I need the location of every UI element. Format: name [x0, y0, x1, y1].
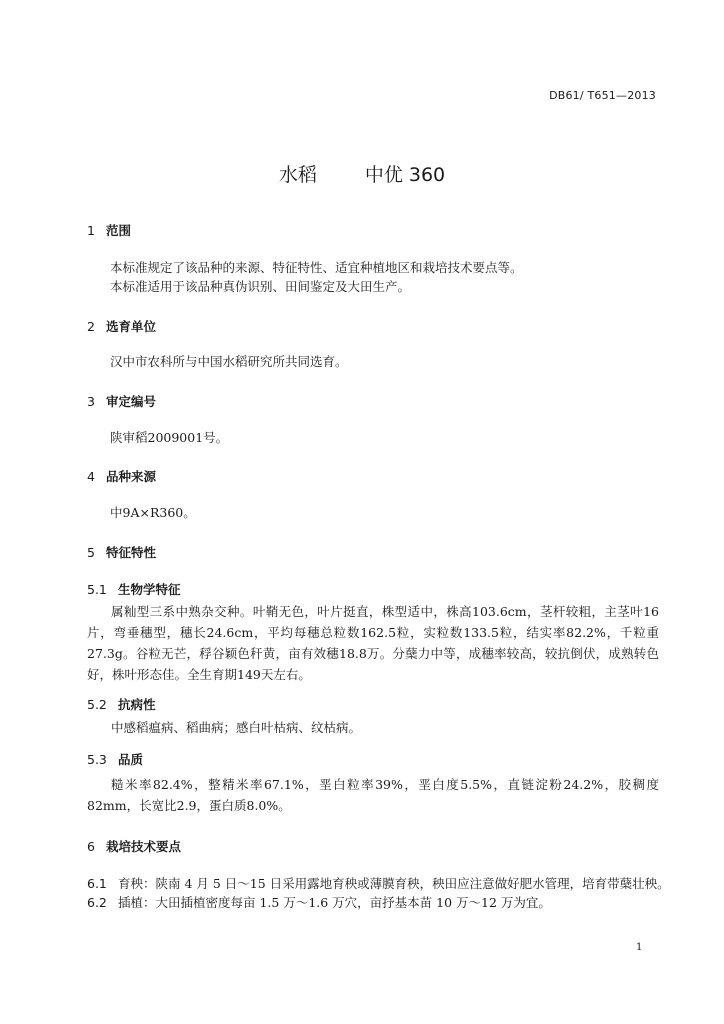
subsection-number: 5.3 — [87, 752, 107, 767]
section-heading-5 — [87, 543, 156, 561]
section-number: 1 — [87, 223, 95, 238]
standard-code: DB61/ T651—2013 — [549, 89, 656, 102]
subsection-heading-5-3 — [87, 750, 143, 768]
subsection-title: 生物学特征 — [118, 582, 181, 597]
subsection-heading-5-2 — [87, 695, 156, 713]
section-heading-4 — [87, 467, 156, 485]
section-heading-2 — [87, 317, 156, 335]
paragraph: 陕审稻2009001号。 — [110, 430, 229, 445]
section-number: 5 — [87, 545, 95, 560]
paragraph: 育秧：陕南 4 月 5 日～15 日采用露地育秧或薄膜育秧，秧田应注意做好肥水管理，培育带蘖壮秧。 — [118, 876, 670, 891]
subsection-number: 6.2 — [87, 895, 107, 910]
section-number: 2 — [87, 319, 95, 334]
section-heading-6 — [87, 837, 181, 855]
section-title: 品种来源 — [106, 469, 157, 484]
section-number: 6 — [87, 839, 95, 854]
subsection-number: 6.1 — [87, 876, 107, 891]
title-variety: 中优 360 — [364, 164, 446, 186]
title-crop: 水稻 — [278, 164, 317, 186]
section-title: 栽培技术要点 — [106, 839, 182, 854]
paragraph: 中9A×R360。 — [110, 505, 196, 520]
subsection-6-1 — [87, 874, 670, 892]
page-number: 1 — [636, 942, 643, 953]
section-heading-3 — [87, 392, 156, 410]
section-number: 4 — [87, 469, 95, 484]
subsection-number: 5.2 — [87, 697, 107, 712]
paragraph: 糙米率82.4%，整精米率67.1%，垩白粒率39%，垩白度5.5%，直链淀粉24.2%，胶稠度82mm，长宽比2.9，蛋白质8.0%。 — [87, 777, 659, 813]
document-title — [0, 160, 724, 187]
subsection-6-2 — [87, 893, 551, 911]
paragraph: 本标准规定了该品种的来源、特征特性、适宜种植地区和栽培技术要点等。 — [110, 260, 523, 275]
paragraph: 本标准适用于该品种真伪识别、田间鉴定及大田生产。 — [110, 279, 411, 294]
subsection-title: 品质 — [118, 752, 144, 767]
paragraph: 汉中市农科所与中国水稻研究所共同选育。 — [110, 354, 348, 369]
section-title: 选育单位 — [106, 319, 157, 334]
paragraph: 属籼型三系中熟杂交种。叶鞘无色，叶片挺直，株型适中，株高103.6cm，茎杆较粗，主茎叶16片，弯垂穗型，穗长24.6cm，平均每穗总粒数162.5粒，实粒数133.5粒，结实率82.2%，千粒重27.3g。谷粒无芒，稃谷颖色秆黄，亩有效穗18.8万。分蘖力中等，成穗率较高，较抗倒伏，成熟转色好，株叶形态佳。全生育期149天左右。 — [87, 604, 659, 682]
section-title: 范围 — [106, 223, 132, 238]
section-number: 3 — [87, 394, 95, 409]
subsection-number: 5.1 — [87, 582, 107, 597]
subsection-title: 抗病性 — [118, 697, 156, 712]
subsection-heading-5-1 — [87, 580, 181, 598]
section-title: 审定编号 — [106, 394, 157, 409]
paragraph: 插植：大田插植密度每亩 1.5 万～1.6 万穴，亩抒基本苗 10 万～12 万为宜。 — [118, 895, 551, 910]
paragraph: 中感稻瘟病、稻曲病；感白叶枯病、纹枯病。 — [111, 720, 362, 735]
section-heading-1 — [87, 221, 131, 239]
section-title: 特征特性 — [106, 545, 157, 560]
